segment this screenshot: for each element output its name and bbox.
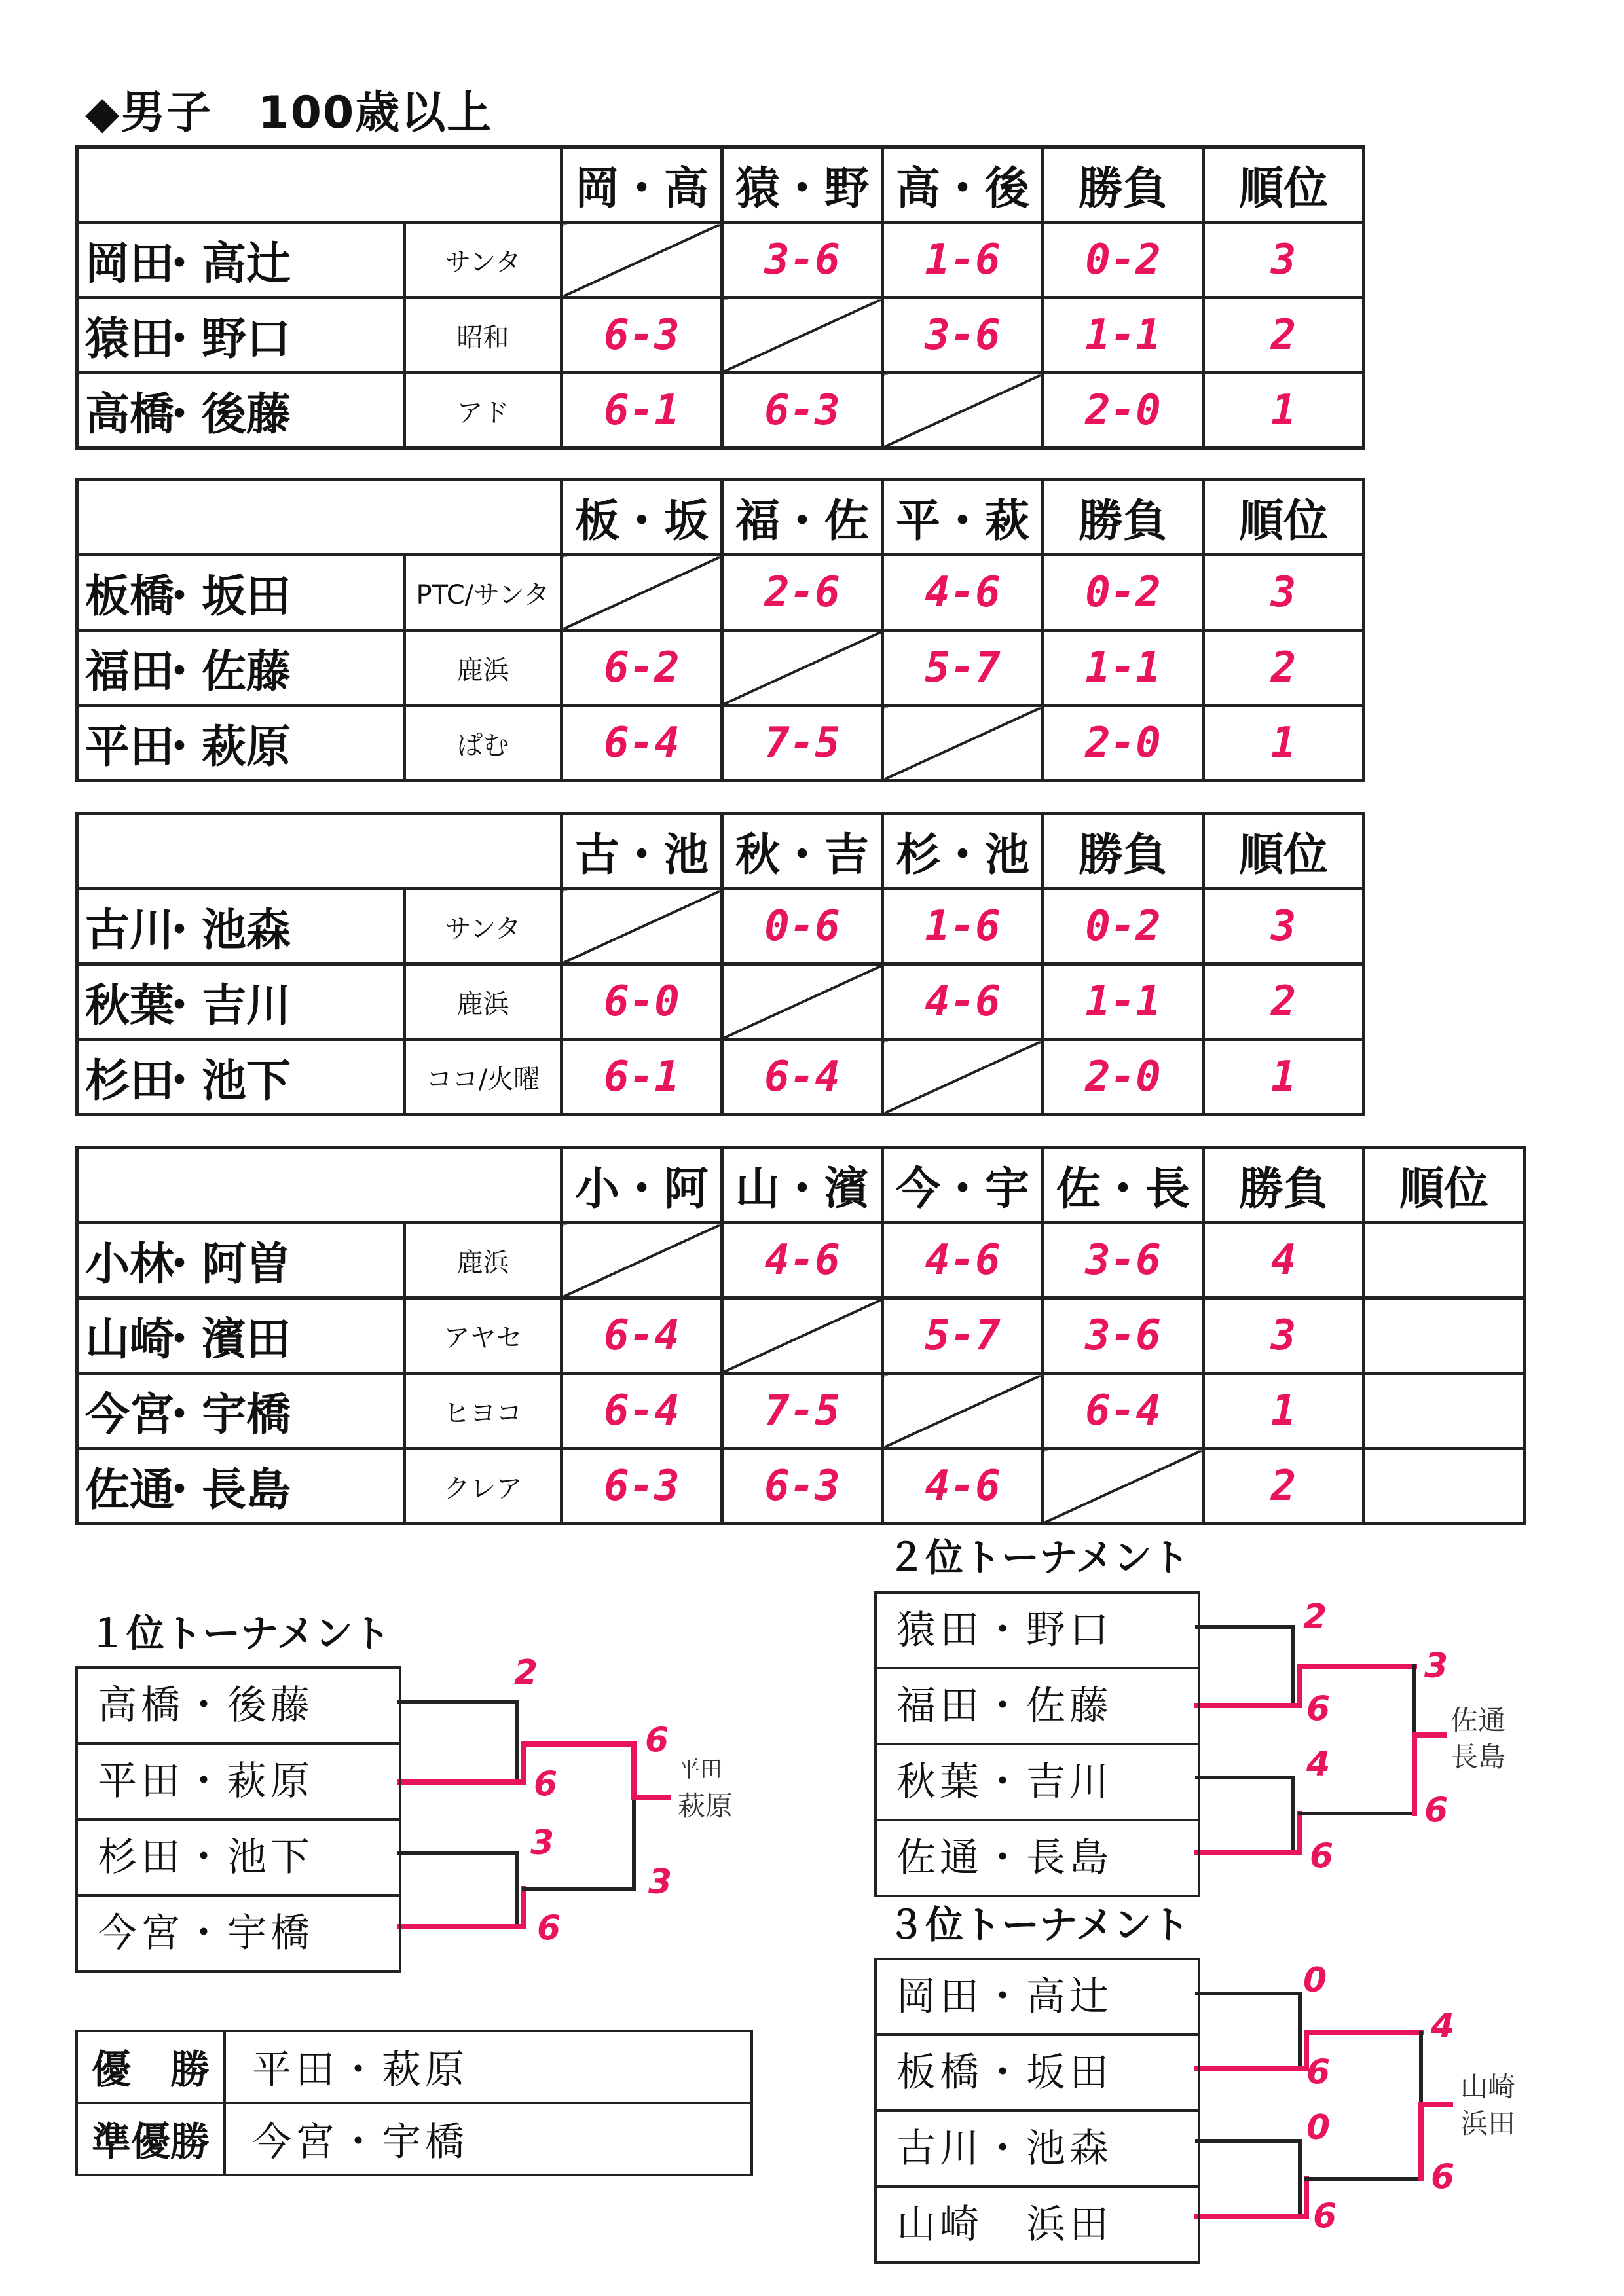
club-name: 鹿浜 (405, 630, 562, 706)
player-1: 岡田 (85, 238, 175, 290)
results-table (75, 2030, 753, 2176)
bracket-winner (1450, 1702, 1505, 1776)
score-cell: 3-6 (722, 223, 883, 298)
club-name: 鹿浜 (405, 1223, 562, 1298)
bracket-score: 0 (1303, 1961, 1327, 2000)
player-2: ・長島 (157, 1464, 291, 1516)
rank-cell: 2 (1204, 630, 1364, 706)
score-cell: 6-3 (562, 1449, 722, 1524)
player-2: ・萩原 (157, 721, 291, 773)
rank-cell: 1 (1204, 706, 1364, 781)
score-cell: 6-3 (722, 1449, 883, 1524)
win-loss-cell: 1-1 (1043, 964, 1204, 1040)
champion-value: 平田・萩原 (225, 2031, 752, 2103)
bracket-entry: 猿田・野口 (877, 1594, 1198, 1669)
score-cell: 6-4 (562, 1374, 722, 1449)
rank-cell: 1 (1204, 373, 1364, 448)
win-loss-cell: 2 (1204, 1449, 1364, 1524)
win-loss-cell: 4 (1204, 1223, 1364, 1298)
win-loss-cell: 1-1 (1043, 630, 1204, 706)
player-2: ・野口 (157, 313, 291, 365)
player-1: 小林 (85, 1238, 175, 1290)
player-1: 古川 (85, 904, 175, 957)
player-1: 板橋 (85, 570, 175, 623)
bracket-line (399, 1853, 517, 1927)
win-loss-cell: 2-0 (1043, 1040, 1204, 1115)
bracket-score: 4 (1306, 1745, 1331, 1784)
header-cell: 順位 (1204, 480, 1364, 555)
score-cell: 6-4 (562, 706, 722, 781)
bracket-entry: 杉田・池下 (78, 1821, 399, 1897)
score-cell: 3-6 (1043, 1223, 1204, 1298)
header-cell: 勝負 (1043, 814, 1204, 889)
score-cell: 4-6 (883, 555, 1043, 630)
win-loss-cell: 2-0 (1043, 706, 1204, 781)
header-cell: 岡・高 (562, 147, 722, 223)
bracket-entry: 岡田・高辻 (877, 1960, 1198, 2036)
score-cell: 3-6 (1043, 1298, 1204, 1374)
bracket-entry: 板橋・坂田 (877, 2036, 1198, 2112)
winner-name: 萩原 (678, 1790, 733, 1822)
player-1: 佐通 (85, 1464, 175, 1516)
bracket-line-winner (1197, 1666, 1414, 1705)
bracket-winner (678, 1751, 733, 1825)
bracket-entry: 山崎 浜田 (896, 2202, 1113, 2248)
first-place-tournament-title: １位トーナメント (88, 1611, 391, 1656)
header-cell: 今・宇 (883, 1148, 1043, 1223)
score-cell: 6-0 (562, 964, 722, 1040)
win-loss-cell: 0-2 (1043, 555, 1204, 630)
score-cell: 5-7 (883, 1298, 1043, 1374)
bracket-final-score: 3 (1424, 1647, 1449, 1686)
bracket-line (1197, 1777, 1293, 1853)
header-cell: 高・後 (883, 147, 1043, 223)
player-1: 平田 (85, 721, 175, 773)
player-1: 山崎 (85, 1313, 175, 1366)
rank-cell: 3 (1204, 555, 1364, 630)
win-loss-cell: 2-0 (1043, 373, 1204, 448)
club-name: ぱむ (405, 706, 562, 781)
header-cell: 秋・吉 (722, 814, 883, 889)
score-cell: 4-6 (883, 964, 1043, 1040)
club-name: サンタ (405, 223, 562, 298)
bracket-final-score: 6 (1431, 2157, 1455, 2196)
bracket-score: 2 (1303, 1597, 1327, 1637)
player-2: ・佐藤 (157, 646, 291, 698)
winner-name: 浜田 (1460, 2107, 1516, 2140)
header-cell: 山・濱 (722, 1148, 883, 1223)
header-cell: 平・萩 (883, 480, 1043, 555)
table-row (77, 2031, 752, 2103)
bracket-score: 6 (537, 1908, 561, 1948)
bracket-entry: 古川・池森 (877, 2112, 1198, 2188)
runnerup-value: 今宮・宇橋 (225, 2103, 752, 2175)
score-cell: 4-6 (722, 1223, 883, 1298)
bracket-entry: 秋葉・吉川 (877, 1745, 1198, 1821)
header-cell: 勝負 (1204, 1148, 1364, 1223)
score-cell: 6-1 (562, 1040, 722, 1115)
club-name: ヒヨコ (405, 1374, 562, 1449)
score-cell: 4-6 (883, 1223, 1043, 1298)
player-2: ・池下 (157, 1055, 291, 1107)
bracket-line (399, 1702, 517, 1782)
header-cell: 順位 (1204, 147, 1364, 223)
score-cell: 6-4 (1043, 1374, 1204, 1449)
bracket-line (1197, 2141, 1300, 2216)
bracket-final-score: 3 (648, 1863, 673, 1902)
score-cell: 3-6 (883, 298, 1043, 373)
win-loss-cell: 1-1 (1043, 298, 1204, 373)
win-loss-cell: 3 (1204, 1298, 1364, 1374)
first-tournament-entries (75, 1666, 401, 1973)
bracket-score: 2 (514, 1653, 538, 1692)
club-name: ココ/火曜 (405, 1040, 562, 1115)
rank-cell: 2 (1204, 964, 1364, 1040)
score-cell: 6-4 (722, 1040, 883, 1115)
club-name: アド (405, 373, 562, 448)
win-loss-cell: 0-2 (1043, 223, 1204, 298)
header-cell: 杉・池 (883, 814, 1043, 889)
bracket-line-winner (399, 1889, 524, 1927)
player-2: ・濱田 (157, 1313, 291, 1366)
win-loss-cell: 0-2 (1043, 889, 1204, 964)
win-loss-cell: 1 (1204, 1374, 1364, 1449)
bracket-line-winner (1197, 2179, 1306, 2216)
header-cell: 古・池 (562, 814, 722, 889)
bracket-entry: 平田・萩原 (78, 1745, 399, 1821)
score-cell: 7-5 (722, 706, 883, 781)
winner-name: 山崎 (1460, 2071, 1516, 2103)
header-cell: 勝負 (1043, 147, 1204, 223)
third-tournament-entries (874, 1958, 1200, 2264)
second-tournament-entries (874, 1591, 1200, 1897)
bracket-line (1300, 1666, 1414, 1813)
winner-name: 長島 (1450, 1741, 1506, 1773)
runnerup-label: 準優勝 (77, 2103, 225, 2175)
player-1: 杉田 (85, 1055, 175, 1107)
bracket-score: 6 (1310, 1836, 1334, 1876)
bracket-score: 3 (530, 1823, 555, 1863)
second-place-tournament-title: ２位トーナメント (887, 1535, 1190, 1580)
bracket-line (1197, 1627, 1293, 1705)
player-2: ・坂田 (157, 570, 291, 623)
bracket-entry: 福田・佐藤 (877, 1669, 1198, 1745)
bracket-score: 6 (1306, 1689, 1331, 1728)
champion-label: 優 勝 (77, 2031, 225, 2103)
winner-name: 佐通 (1450, 1704, 1506, 1736)
player-1: 高橋 (85, 388, 175, 441)
club-name: アヤセ (405, 1298, 562, 1374)
club-name: 昭和 (405, 298, 562, 373)
club-name: サンタ (405, 889, 562, 964)
player-2: ・阿曽 (157, 1238, 291, 1290)
bracket-score: 0 (1306, 2108, 1331, 2147)
bracket-final-score: 4 (1431, 2007, 1455, 2046)
score-cell: 2-6 (722, 555, 883, 630)
table-row (77, 2103, 752, 2175)
rank-cell: 2 (1204, 298, 1364, 373)
bracket-entry: 今宮・宇橋 (98, 1910, 314, 1956)
score-cell: 6-4 (562, 1298, 722, 1374)
club-name: PTC/サンタ (405, 555, 562, 630)
score-cell: 6-2 (562, 630, 722, 706)
club-name: クレア (405, 1449, 562, 1524)
third-place-tournament-title: ３位トーナメント (887, 1903, 1190, 1947)
bracket-final-score: 6 (1424, 1791, 1449, 1830)
bracket-entry: 佐通・長島 (896, 1835, 1113, 1881)
score-cell: 5-7 (883, 630, 1043, 706)
header-cell: 福・佐 (722, 480, 883, 555)
bracket-line (1197, 1994, 1300, 2069)
score-cell: 4-6 (883, 1449, 1043, 1524)
player-2: ・池森 (157, 904, 291, 957)
score-cell: 1-6 (883, 223, 1043, 298)
bracket-score: 6 (1306, 2052, 1331, 2092)
player-2: ・後藤 (157, 388, 291, 441)
player-1: 猿田 (85, 313, 175, 365)
bracket-score: 6 (534, 1764, 558, 1804)
header-cell: 小・阿 (562, 1148, 722, 1223)
player-2: ・高辻 (157, 238, 291, 290)
header-cell: 順位 (1364, 1148, 1524, 1223)
bracket-final-score: 6 (645, 1721, 669, 1760)
score-cell: 7-5 (722, 1374, 883, 1449)
player-1: 福田 (85, 646, 175, 698)
bracket-line-winner (1197, 1813, 1300, 1853)
club-name: 鹿浜 (405, 964, 562, 1040)
bracket-entry: 高橋・後藤 (78, 1669, 399, 1745)
score-cell: 1-6 (883, 889, 1043, 964)
bracket-score: 6 (1313, 2196, 1337, 2236)
player-2: ・吉川 (157, 979, 291, 1032)
rank-cell: 3 (1204, 223, 1364, 298)
player-1: 今宮 (85, 1389, 175, 1441)
page-title: ◆男子 100歳以上 (85, 87, 493, 139)
score-cell: 6-1 (562, 373, 722, 448)
winner-name: 平田 (678, 1757, 722, 1783)
header-cell: 猿・野 (722, 147, 883, 223)
header-cell: 佐・長 (1043, 1148, 1204, 1223)
player-1: 秋葉 (85, 979, 175, 1032)
bracket-winner (1460, 2069, 1515, 2142)
header-cell: 板・坂 (562, 480, 722, 555)
score-cell: 0-6 (722, 889, 883, 964)
score-cell: 6-3 (562, 298, 722, 373)
header-cell: 順位 (1204, 814, 1364, 889)
header-cell: 勝負 (1043, 480, 1204, 555)
player-2: ・宇橋 (157, 1389, 291, 1441)
rank-cell: 3 (1204, 889, 1364, 964)
rank-cell: 1 (1204, 1040, 1364, 1115)
score-cell: 6-3 (722, 373, 883, 448)
